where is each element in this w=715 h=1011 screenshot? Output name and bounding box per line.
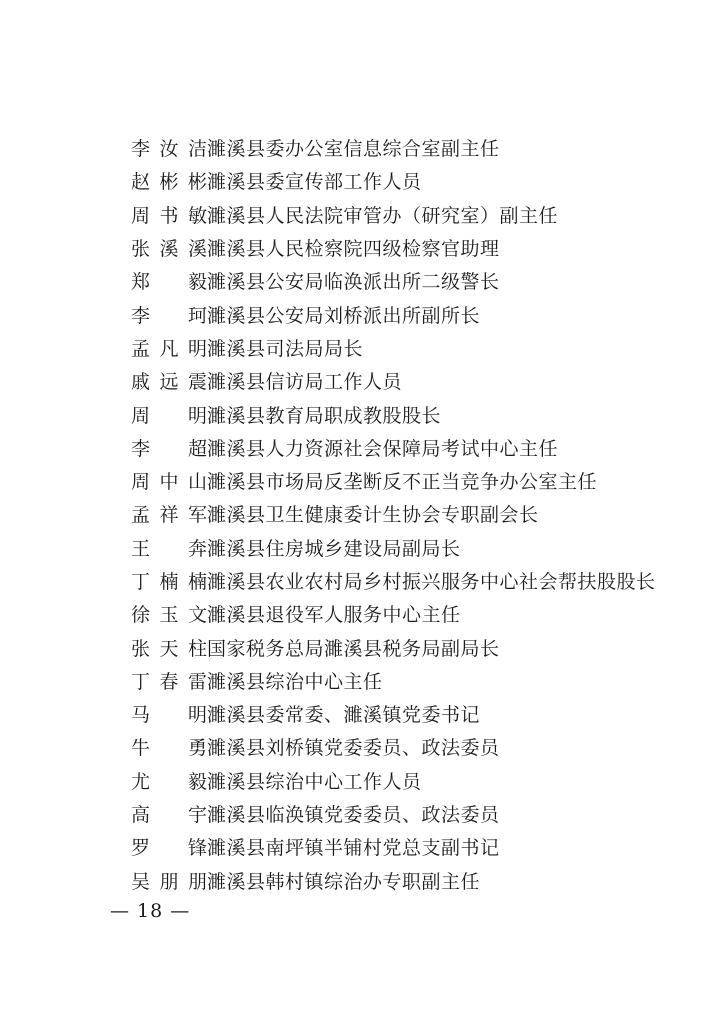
- person-name: 丁楠楠: [131, 571, 207, 593]
- list-item: [131, 164, 656, 197]
- person-name: 张天柱: [131, 637, 207, 660]
- person-name: 郑 毅: [131, 271, 207, 294]
- list-item: [131, 697, 656, 730]
- list-item: [131, 198, 656, 231]
- person-title: 濉溪县退役军人服务中心主任: [207, 604, 461, 627]
- list-item: [131, 231, 656, 264]
- list-item: [131, 397, 656, 430]
- person-title: 濉溪县人力资源社会保障局考试中心主任: [207, 437, 559, 460]
- person-title: 濉溪县信访局工作人员: [207, 371, 403, 394]
- person-name: 周中山: [131, 471, 207, 494]
- list-item: [131, 664, 656, 697]
- list-item: [131, 497, 656, 530]
- person-name: 王 奔: [131, 537, 207, 560]
- person-title: 濉溪县农业农村局乡村振兴服务中心社会帮扶股股长: [207, 571, 656, 593]
- list-item: [131, 531, 656, 564]
- person-title: 国家税务总局濉溪县税务局副局长: [207, 637, 500, 660]
- person-name: 戚远震: [131, 371, 207, 394]
- list-item: [131, 730, 656, 763]
- person-title: 濉溪县卫生健康委计生协会专职副会长: [207, 504, 539, 527]
- person-name: 罗 锋: [131, 837, 207, 860]
- person-name: 牛 勇: [131, 737, 207, 760]
- person-title: 濉溪县韩村镇综治办专职副主任: [207, 870, 481, 893]
- person-name: 孟凡明: [131, 337, 207, 360]
- person-title: 濉溪县委办公室信息综合室副主任: [207, 138, 500, 161]
- personnel-list: [131, 131, 656, 897]
- person-name: 高 宇: [131, 804, 207, 827]
- person-title: 濉溪县教育局职成教股股长: [207, 404, 442, 427]
- page-number: — 18 —: [110, 900, 191, 922]
- list-item: [131, 597, 656, 630]
- person-name: 周书敏: [131, 204, 207, 227]
- person-title: 濉溪县委宣传部工作人员: [207, 171, 422, 194]
- person-title: 濉溪县人民法院审管办（研究室）副主任: [207, 204, 559, 227]
- person-name: 尤 毅: [131, 770, 207, 793]
- list-item: [131, 297, 656, 330]
- list-item: [131, 830, 656, 863]
- person-name: 周 明: [131, 404, 207, 427]
- person-name: 张溪溪: [131, 238, 207, 261]
- list-item: [131, 331, 656, 364]
- person-name: 丁春雷: [131, 670, 207, 693]
- person-title: 濉溪县委常委、濉溪镇党委书记: [207, 704, 481, 727]
- person-title: 濉溪县市场局反垄断反不正当竞争办公室主任: [207, 471, 598, 494]
- list-item: [131, 464, 656, 497]
- person-title: 濉溪县公安局刘桥派出所副所长: [207, 304, 481, 327]
- person-name: 马 明: [131, 704, 207, 727]
- person-title: 濉溪县综治中心工作人员: [207, 770, 422, 793]
- person-title: 濉溪县司法局局长: [207, 337, 364, 360]
- person-title: 濉溪县刘桥镇党委委员、政法委员: [207, 737, 500, 760]
- list-item: [131, 797, 656, 830]
- person-name: 徐玉文: [131, 604, 207, 627]
- list-item: [131, 564, 656, 597]
- person-name: 李 珂: [131, 304, 207, 327]
- person-title: 濉溪县公安局临涣派出所二级警长: [207, 271, 500, 294]
- list-item: [131, 630, 656, 663]
- list-item: [131, 764, 656, 797]
- list-item: [131, 364, 656, 397]
- person-name: 孟祥军: [131, 504, 207, 527]
- person-name: 李 超: [131, 437, 207, 460]
- person-name: 赵彬彬: [131, 171, 207, 194]
- person-title: 濉溪县人民检察院四级检察官助理: [207, 238, 500, 261]
- list-item: [131, 264, 656, 297]
- person-title: 濉溪县综治中心主任: [207, 670, 383, 693]
- person-title: 濉溪县临涣镇党委委员、政法委员: [207, 804, 500, 827]
- person-title: 濉溪县南坪镇半铺村党总支副书记: [207, 837, 500, 860]
- person-title: 濉溪县住房城乡建设局副局长: [207, 537, 461, 560]
- list-item: [131, 131, 656, 164]
- person-name: 李汝洁: [131, 138, 207, 161]
- list-item: [131, 864, 656, 897]
- person-name: 吴朋朋: [131, 870, 207, 893]
- list-item: [131, 431, 656, 464]
